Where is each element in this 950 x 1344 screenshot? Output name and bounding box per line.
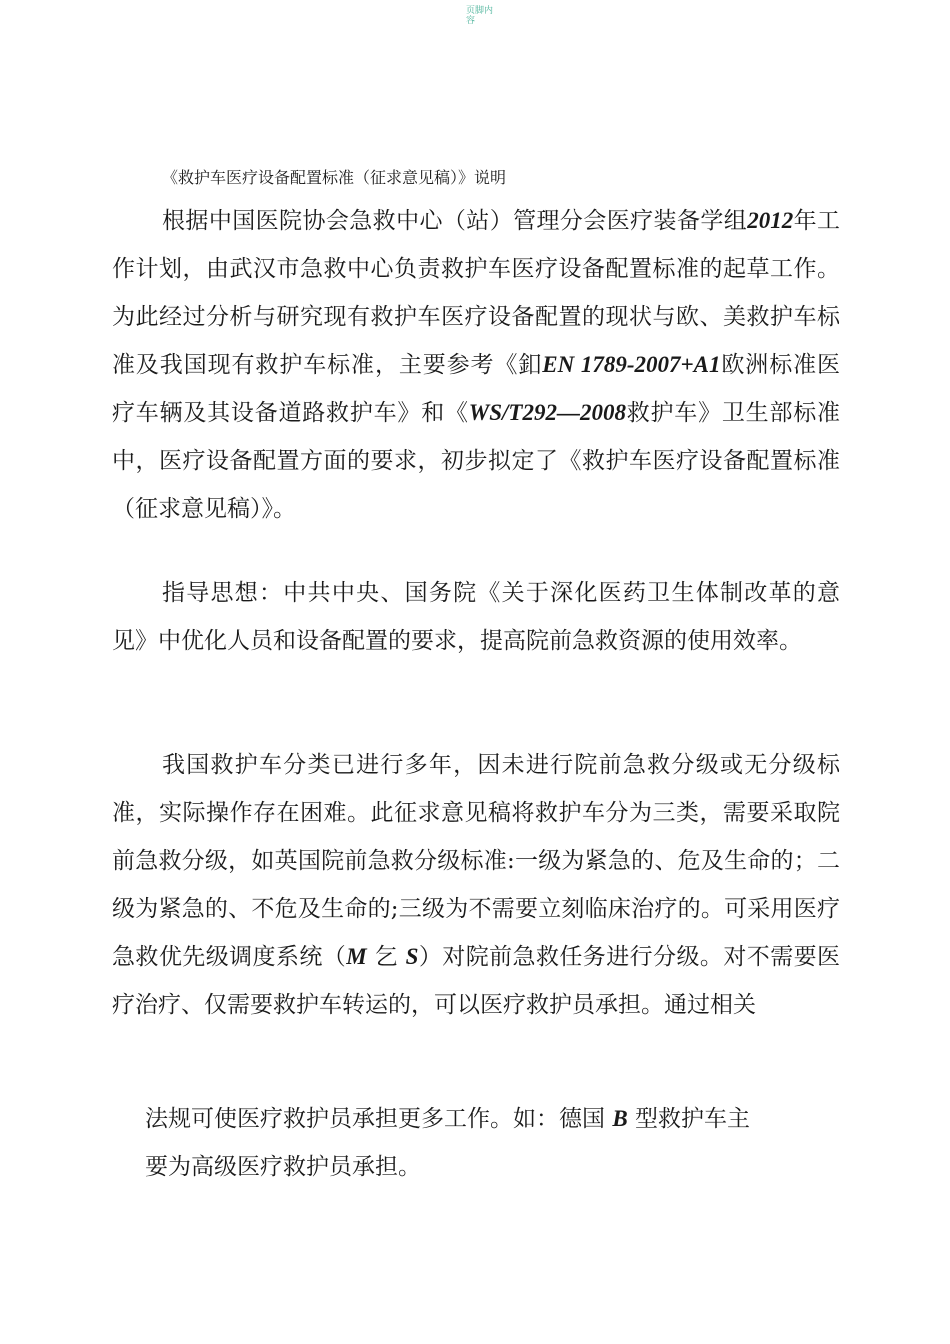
para3-text-2: ）对院前急救任务进行分级。对不需要医疗治疗、仅需要救护车转运的，可以医疗救护员承担。通过相关 [112,944,841,1018]
mpds-mid: 乞 [374,944,398,970]
paragraph-continuation [145,1095,825,1191]
mpds-m: M [346,944,367,969]
para1-text-2: 年工作计划，由武汉市急救中心负责救护车医疗设备配置标准的起草工作。为此经过分析与研究现有救护车医疗设备配置的现状与欧、美救护车标准及我国现有救护车标准，主要参考《釦 [112,208,841,378]
paragraph-background [112,197,840,533]
document-title: 《救护车医疗设备配置标准（征求意见稿）》说明 [162,168,507,187]
para4-text-1: 法规可使医疗救护员承担更多工作。如：德国 [145,1106,605,1132]
para1-text-4: 救护车》卫生部标准中，医疗设备配置方面的要求，初步拟定了《救护车医疗设备配置标准（征求意见稿）》。 [112,400,841,522]
standard-en1789: EN 1789-2007+A1 [542,352,721,377]
page-header-note: 页脚内容 [466,6,494,26]
para3-text-1: 我国救护车分类已进行多年，因未进行院前急救分级或无分级标准，实际操作存在困难。此征求意见稿将救护车分为三类，需要采取院前急救分级，如英国院前急救分级标准:一级为紧急的、危及生命的；二级为紧急的、不危及生命的;三级为不需要立刻临床治疗的。可采用医疗急救优先级调度系统（ [112,752,840,970]
para4-line-2: 要为高级医疗救护员承担。 [145,1154,421,1180]
para1-text-3: 欧洲标准医疗车辆及其设备道路救护车》和《 [112,352,841,426]
mpds-s: S [405,944,419,969]
para4-text-2: 型救护车主 [634,1106,750,1132]
type-b-label: B [612,1106,628,1131]
para1-text-1: 根据中国医院协会急救中心（站）管理分会医疗装备学组 [162,208,748,234]
standard-ws-t292: WS/T292—2008 [468,400,626,425]
year-text: 2012 [747,208,794,233]
paragraph-guiding-principle: 指导思想：中共中央、国务院《关于深化医药卫生体制改革的意见》中优化人员和设备配置的要求，提高院前急救资源的使用效率。 [112,580,840,654]
paragraph-classification [112,741,840,1029]
